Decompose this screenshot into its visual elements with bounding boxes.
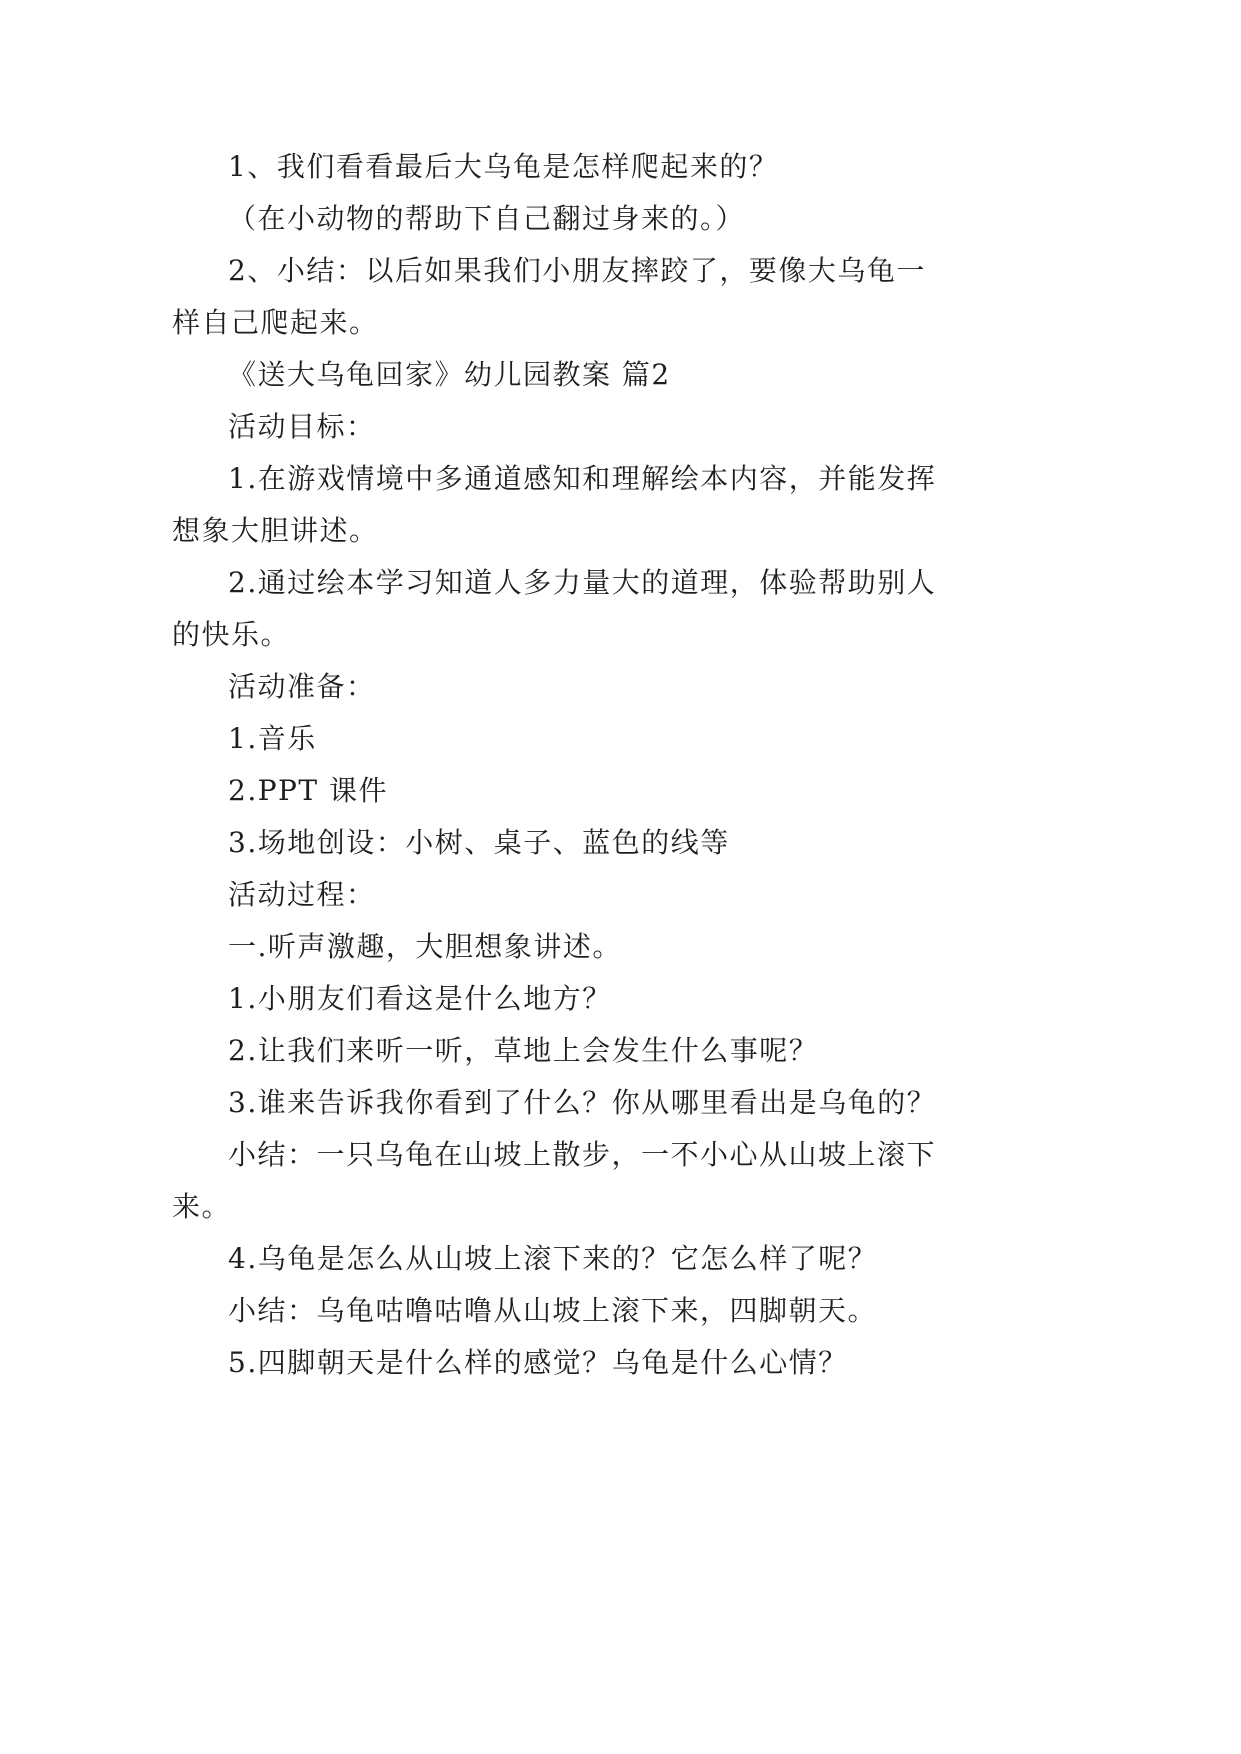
text-line: 2、小结：以后如果我们小朋友摔跤了，要像大乌龟一 — [228, 254, 926, 287]
text-line: 来。 — [172, 1190, 232, 1223]
text-line: 5.四脚朝天是什么样的感觉？乌龟是什么心情？ — [228, 1346, 848, 1379]
document-body — [172, 141, 1072, 1389]
text-line: 小结：一只乌龟在山坡上散步，一不小心从山坡上滚下 — [228, 1138, 937, 1171]
text-line: 2.让我们来听一听，草地上会发生什么事呢？ — [228, 1034, 819, 1067]
text-line: 2.通过绘本学习知道人多力量大的道理，体验帮助别人 — [228, 566, 937, 599]
subheading-preparation: 活动准备： — [228, 670, 376, 703]
section-heading: 《送大乌龟回家》幼儿园教案 篇2 — [228, 358, 671, 391]
text-line: 3.谁来告诉我你看到了什么？你从哪里看出是乌龟的？ — [228, 1086, 937, 1119]
subheading-process: 活动过程： — [228, 878, 376, 911]
text-line: 一.听声激趣，大胆想象讲述。 — [228, 930, 622, 963]
text-line: 1、我们看看最后大乌龟是怎样爬起来的？ — [228, 150, 779, 183]
text-line: 想象大胆讲述。 — [172, 514, 379, 547]
text-line: （在小动物的帮助下自己翻过身来的。） — [228, 202, 746, 235]
text-line: 1.小朋友们看这是什么地方？ — [228, 982, 612, 1015]
text-line: 3.场地创设：小树、桌子、蓝色的线等 — [228, 826, 730, 859]
text-line: 1.在游戏情境中多通道感知和理解绘本内容，并能发挥 — [228, 462, 937, 495]
subheading-goals: 活动目标： — [228, 410, 376, 443]
text-line: 小结：乌龟咕噜咕噜从山坡上滚下来，四脚朝天。 — [228, 1294, 878, 1327]
text-line: 2.PPT 课件 — [228, 774, 388, 807]
text-line: 样自己爬起来。 — [172, 306, 379, 339]
text-line: 4.乌龟是怎么从山坡上滚下来的？它怎么样了呢？ — [228, 1242, 878, 1275]
text-line: 的快乐。 — [172, 618, 291, 651]
text-line: 1.音乐 — [228, 722, 317, 755]
